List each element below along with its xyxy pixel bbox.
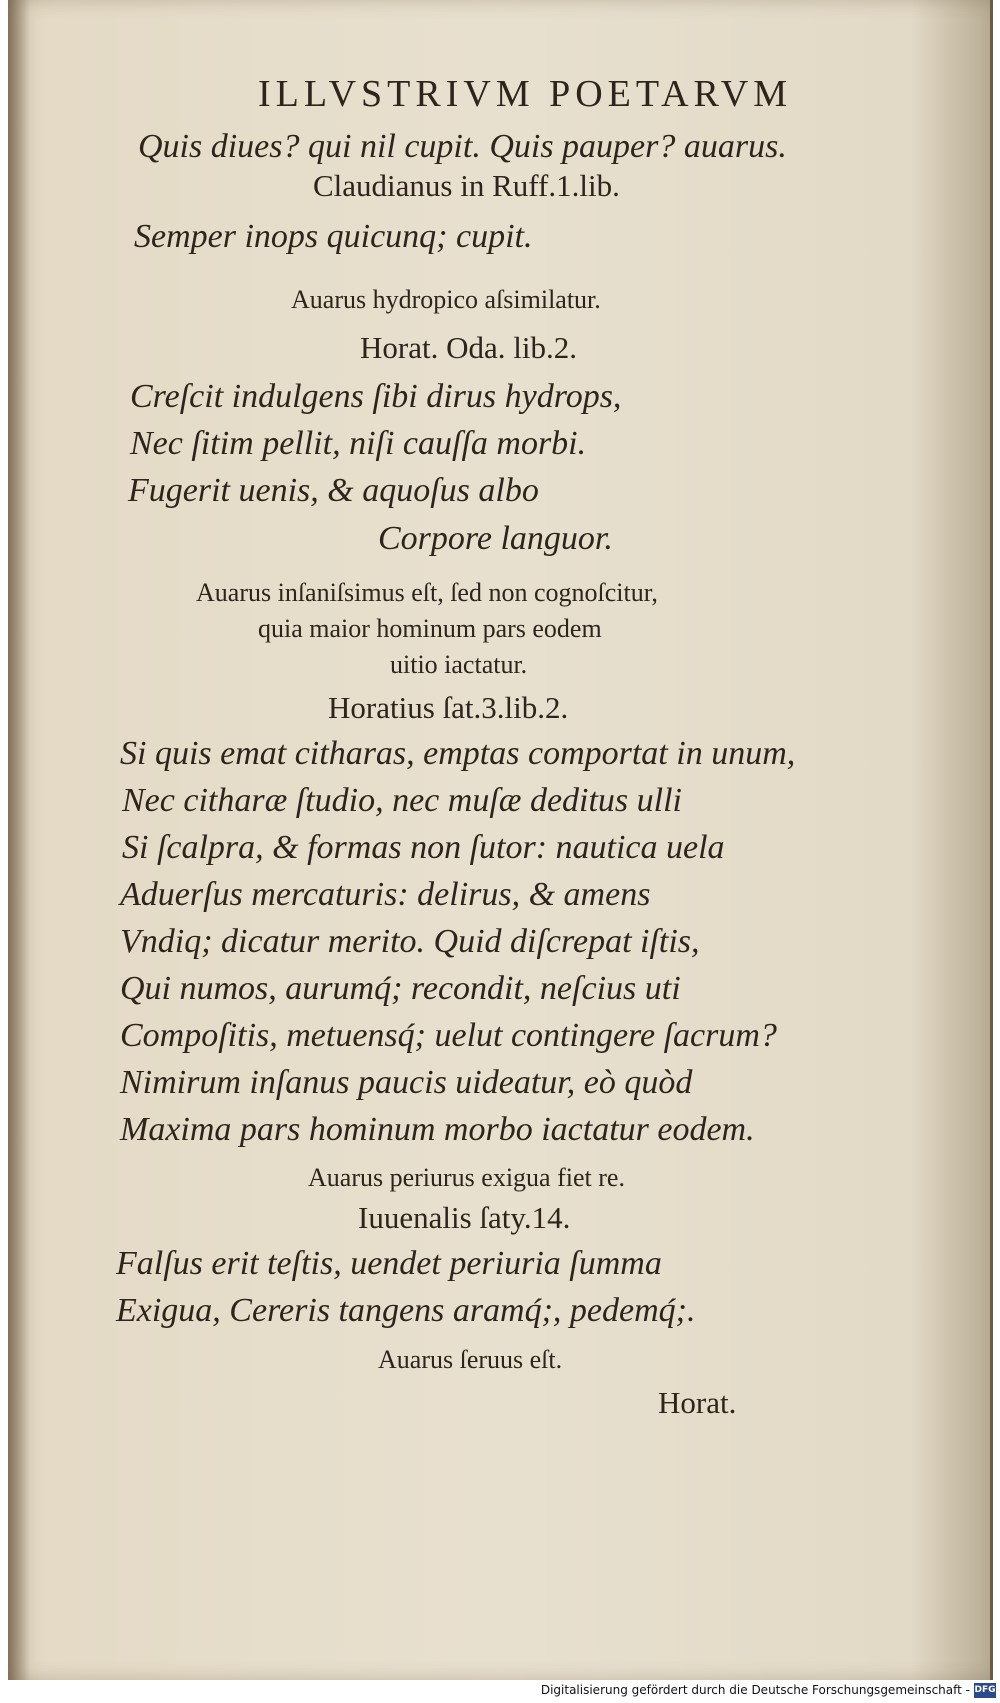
source-iuuenalis: Iuuenalis ſaty.14.	[358, 1200, 571, 1235]
line-qui-numos: Qui numos, aurumq́; recondit, neſcius uti	[120, 970, 681, 1007]
catchword-horat: Horat.	[658, 1385, 737, 1420]
book-page	[8, 0, 993, 1684]
line-si-scalpra: Si ſcalpra, & formas non ſutor: nautica uela	[122, 829, 725, 866]
heading-periurus: Auarus periurus exigua fiet re.	[308, 1163, 625, 1192]
line-corpore: Corpore languor.	[378, 520, 613, 557]
line-quis-diues: Quis diues? qui nil cupit. Quis pauper? auarus.	[138, 128, 787, 165]
line-semper-inops: Semper inops quicunq; cupit.	[134, 218, 533, 255]
source-horat-oda: Horat. Oda. lib.2.	[360, 330, 577, 365]
heading-seruus: Auarus ſeruus eſt.	[378, 1345, 563, 1374]
dfg-logo-icon: DFG	[974, 1683, 996, 1698]
heading-hydropico: Auarus hydropico aſsimilatur.	[291, 285, 601, 314]
line-compositis: Compoſitis, metuensq́; uelut contingere ſacrum?	[120, 1017, 777, 1054]
source-claudianus: Claudianus in Ruff.1.lib.	[313, 168, 620, 203]
line-exigua: Exigua, Cereris tangens aramq́;, pedemq́;.	[116, 1292, 696, 1329]
line-aduersus: Aduerſus mercaturis: delirus, & amens	[120, 876, 651, 913]
running-header: ILLVSTRIVM POETARVM	[258, 73, 793, 115]
line-nec-citharae: Nec citharæ ſtudio, nec muſæ deditus ulli	[122, 782, 683, 819]
line-vndiq: Vndiq; dicatur merito. Quid diſcrepat iſtis,	[120, 923, 700, 960]
footer-credit: Digitalisierung gefördert durch die Deutsche Forschungsgemeinschaft -	[540, 1683, 970, 1697]
line-nec-sitim: Nec ſitim pellit, niſi cauſſa morbi.	[130, 425, 587, 462]
line-si-quis-emat: Si quis emat citharas, emptas comportat in unum,	[120, 735, 796, 772]
line-nimirum: Nimirum inſanus paucis uideatur, eò quòd	[120, 1064, 693, 1101]
line-crescit: Creſcit indulgens ſibi dirus hydrops,	[130, 378, 622, 415]
source-horatius-sat: Horatius ſat.3.lib.2.	[328, 690, 569, 725]
heading-insanissimus-3: uitio iactatur.	[390, 650, 528, 679]
digitization-footer	[0, 1680, 1000, 1703]
heading-insanissimus-1: Auarus inſaniſsimus eſt, ſed non cognoſcitur,	[196, 578, 658, 607]
gutter-shadow	[8, 0, 30, 1680]
line-falsus: Falſus erit teſtis, uendet periuria ſumma	[116, 1245, 662, 1282]
line-fugerit: Fugerit uenis, & aquoſus albo	[128, 472, 539, 509]
heading-insanissimus-2: quia maior hominum pars eodem	[258, 614, 602, 643]
line-maxima-pars: Maxima pars hominum morbo iactatur eodem.	[120, 1111, 755, 1148]
